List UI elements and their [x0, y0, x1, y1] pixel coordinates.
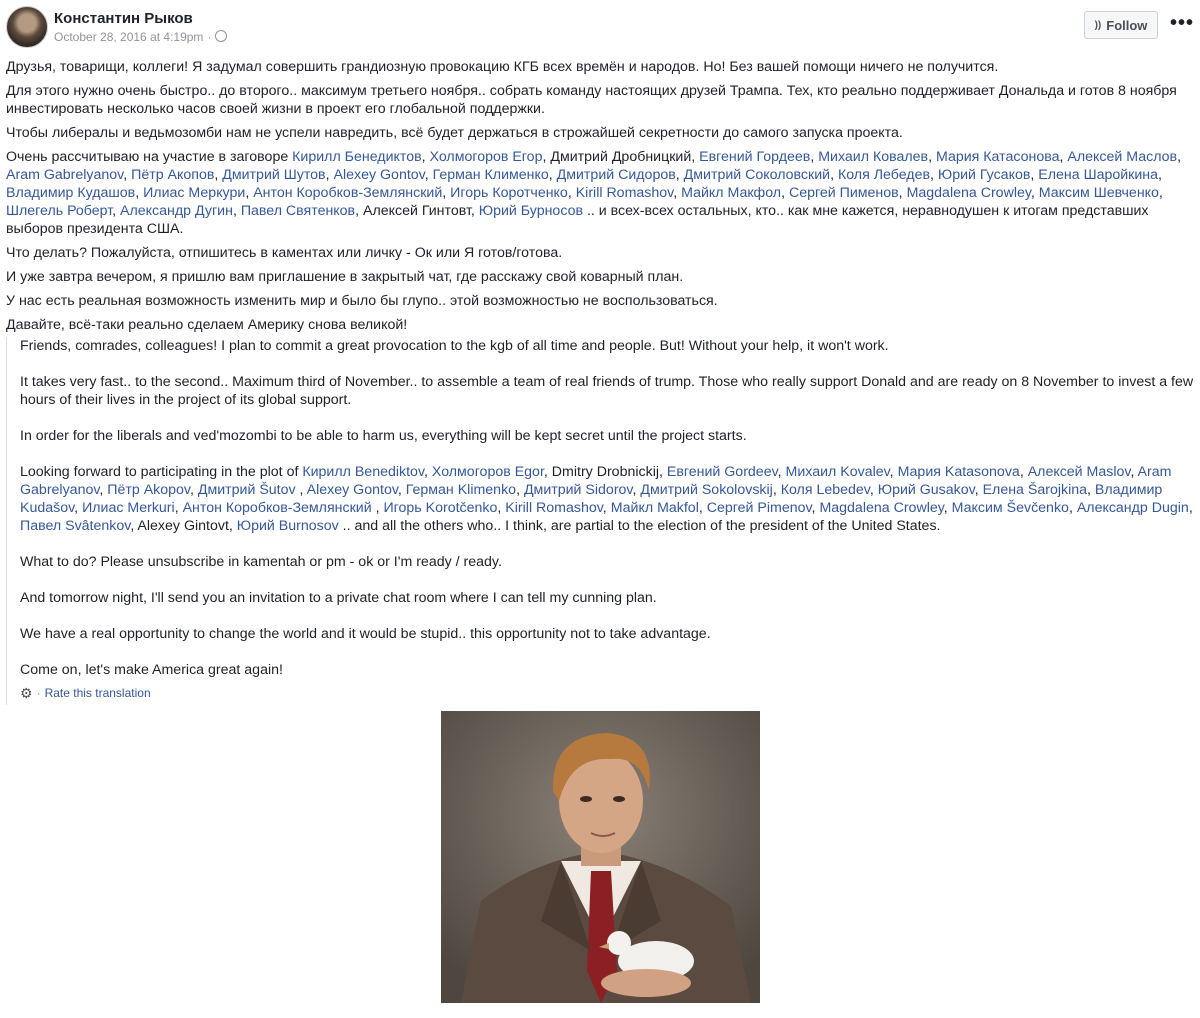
tagged-person-link[interactable]: Александр Дугин: [120, 203, 233, 219]
names-text: ,: [1030, 167, 1039, 183]
names-text: ,: [632, 482, 641, 498]
translation-paragraph: We have a real opportunity to change the world and it would be stupid.. this opportunity not to take advantage.: [20, 626, 711, 642]
tagged-person-link[interactable]: Юрий Гусаков: [937, 167, 1031, 183]
names-text: ,: [397, 482, 406, 498]
names-text: ,: [898, 185, 907, 201]
tagged-person-link[interactable]: Майкл Makfol: [610, 500, 699, 516]
names-text: ,: [295, 482, 307, 498]
original-paragraph: И уже завтра вечером, я пришлю вам приглашение в закрытый чат, где расскажу свой коварный план.: [6, 269, 684, 285]
names-text: .. and all the others who.. I think, are partial to the election of the president of the United States.: [338, 518, 941, 534]
names-text: ,: [99, 482, 108, 498]
translation-paragraph: It takes very fast.. to the second.. Maximum third of November.. to assemble a team of real friends of trump. Those who really support Donald and are ready on 8 November to invest a few hours of their lives in the project of its global support.: [20, 374, 1194, 408]
names-text: ,: [135, 185, 144, 201]
tagged-person-link[interactable]: Magdalena Crowley: [906, 185, 1031, 201]
portrait-image: [441, 711, 760, 1003]
tagged-person-link[interactable]: Aram Gabrelyanov: [6, 167, 124, 183]
names-text: ,: [189, 482, 198, 498]
names-text: ,: [772, 482, 781, 498]
names-text: ,: [371, 500, 384, 516]
tagged-person-link[interactable]: Alexey Gontov: [333, 167, 425, 183]
tagged-person-link[interactable]: Елена Шаройкина: [1038, 167, 1159, 183]
names-text: ,: [1188, 500, 1193, 516]
names-text: ,: [1030, 185, 1039, 201]
names-text: ,: [974, 482, 983, 498]
names-text: ,: [174, 500, 183, 516]
names-text: ,: [943, 500, 952, 516]
tagged-person-link[interactable]: Юрий Burnosov: [236, 518, 339, 534]
tagged-person-link[interactable]: Дмитрий Сидоров: [556, 167, 676, 183]
tagged-person-link[interactable]: Коля Лебедев: [837, 167, 931, 183]
names-text: , Dmitry Drobnickij,: [543, 464, 667, 480]
rate-translation-link[interactable]: Rate this translation: [44, 686, 151, 700]
tagged-person-link[interactable]: Елена Šarojkina: [982, 482, 1088, 498]
tagged-person-link[interactable]: Magdalena Crowley: [819, 500, 944, 516]
rss-icon: )): [1094, 19, 1102, 31]
names-text: ,: [548, 167, 557, 183]
names-text: ,: [1087, 482, 1095, 498]
names-text: ,: [245, 185, 254, 201]
tagged-person-link[interactable]: Антон Коробков-Землянский: [253, 185, 443, 201]
post-header: [6, 6, 1194, 50]
names-text: ,: [123, 167, 132, 183]
names-text: ,: [781, 185, 789, 201]
tagged-person-link[interactable]: Владимир Кудашов: [6, 185, 136, 201]
tagged-person-link[interactable]: Владимир Kudašov: [20, 482, 1163, 516]
tagged-person-link[interactable]: Алексей Maslov: [1027, 464, 1131, 480]
tagged-person-link[interactable]: Мария Katasonova: [897, 464, 1020, 480]
meta-separator: ·: [207, 30, 212, 44]
names-text: ,: [698, 500, 707, 516]
translation-paragraph: And tomorrow night, I'll send you an invitation to a private chat room where I can tell my cunning plan.: [20, 590, 657, 606]
tagged-person-link[interactable]: Алексей Маслов: [1067, 149, 1178, 165]
names-text: ,: [811, 500, 820, 516]
tagged-person-link[interactable]: Дмитрий Šutov: [197, 482, 296, 498]
names-text: , Alexey Gintovt,: [130, 518, 237, 534]
tagged-person-link[interactable]: Юрий Бурносов: [478, 203, 583, 219]
names-text: ,: [1158, 185, 1163, 201]
post-meta: [54, 30, 227, 44]
follow-label: Follow: [1106, 17, 1148, 33]
tagged-person-link[interactable]: Герман Klimenko: [405, 482, 517, 498]
names-text: ,: [424, 464, 432, 480]
tagged-person-link[interactable]: Кирилл Бенедиктов: [292, 149, 422, 165]
names-text: ,: [424, 167, 433, 183]
gear-icon[interactable]: ⚙: [20, 685, 33, 701]
tagged-person-link[interactable]: Евгений Гордеев: [699, 149, 811, 165]
tagged-person-link[interactable]: Павел Svâtenkov: [20, 518, 131, 534]
tagged-person-link[interactable]: Пётр Акопов: [131, 167, 215, 183]
tagged-person-link[interactable]: Дмитрий Шутов: [222, 167, 326, 183]
names-text: ,: [325, 167, 334, 183]
tagged-person-link[interactable]: Илиас Меркури: [143, 185, 246, 201]
names-text: , Алексей Гинтовт,: [355, 203, 479, 219]
names-text: ,: [1059, 149, 1068, 165]
names-text: ,: [889, 464, 898, 480]
tagged-person-link[interactable]: Сергей Пименов: [788, 185, 899, 201]
tagged-person-link[interactable]: Шлегель Роберт: [6, 203, 113, 219]
tagged-person-link[interactable]: Михаил Kovalev: [785, 464, 890, 480]
tagged-person-link[interactable]: Антон Коробков-Землянский: [182, 500, 372, 516]
names-text: , Дмитрий Дробницкий,: [542, 149, 700, 165]
tagged-person-link[interactable]: Кирилл Benediktov: [302, 464, 424, 480]
names-text: ,: [232, 203, 241, 219]
post-timestamp[interactable]: October 28, 2016 at 4:19pm: [54, 30, 204, 44]
tagged-person-link[interactable]: Юрий Gusakov: [877, 482, 975, 498]
translation-paragraph-names: [20, 463, 1194, 535]
tagged-person-link[interactable]: Мария Катасонова: [935, 149, 1060, 165]
names-text: ,: [567, 185, 576, 201]
post-body: [6, 58, 1194, 340]
names-text: ,: [214, 167, 223, 183]
tagged-person-link[interactable]: Илиас Merkuri: [82, 500, 175, 516]
more-options-icon[interactable]: •••: [1169, 12, 1194, 34]
names-text: ,: [830, 167, 838, 183]
tagged-person-link[interactable]: Alexey Gontov: [306, 482, 398, 498]
translation-paragraph: What to do? Please unsubscribe in kamentah or pm - ok or I'm ready / ready.: [20, 554, 502, 570]
tagged-person-link[interactable]: Дмитрий Соколовский: [683, 167, 831, 183]
names-text: ,: [1177, 149, 1182, 165]
tagged-person-link[interactable]: Сергей Pimenov: [706, 500, 812, 516]
names-text: ,: [497, 500, 506, 516]
tagged-person-link[interactable]: Максим Ševčenko: [951, 500, 1069, 516]
names-text: ,: [1068, 500, 1077, 516]
tagged-person-link[interactable]: Дмитрий Sokolovskij: [640, 482, 773, 498]
names-text: ,: [602, 500, 611, 516]
follow-button[interactable]: [1084, 11, 1158, 39]
translation-names-intro: Looking forward to participating in the plot of: [20, 464, 303, 480]
tagged-person-link[interactable]: Kirill Romashov: [505, 500, 603, 516]
original-paragraph: Друзья, товарищи, коллеги! Я задумал совершить грандиозную провокацию КГБ всех времён и народов. Но! Без вашей помощи ничего не получится.: [6, 59, 999, 75]
names-text: ,: [675, 167, 684, 183]
translation-paragraph: Come on, let's make America great again!: [20, 662, 283, 678]
globe-icon: [215, 30, 227, 42]
author-avatar[interactable]: [6, 6, 48, 48]
original-paragraph: Чтобы либералы и ведьмозомби нам не успели навредить, всё будет держаться в строжайшей секретности до самого запуска проекта.: [6, 125, 903, 141]
rate-separator: ·: [36, 686, 41, 700]
post-photo[interactable]: [441, 711, 760, 1003]
tagged-person-link[interactable]: Максим Шевченко: [1038, 185, 1159, 201]
original-paragraph: У нас есть реальная возможность изменить мир и было бы глупо.. этой возможностью не воспользоваться.: [6, 293, 718, 309]
names-text: ,: [1158, 167, 1162, 183]
author-name[interactable]: Константин Рыков: [54, 10, 193, 27]
tagged-person-link[interactable]: Пётр Akopov: [107, 482, 190, 498]
tagged-person-link[interactable]: Игорь Korotčenko: [383, 500, 498, 516]
names-text: ,: [928, 149, 936, 165]
tagged-person-link[interactable]: Евгений Gordeev: [666, 464, 778, 480]
names-text: .. и всех-всех остальных, кто.. как мне кажется, неравнодушен к итогам представших выборов президента США.: [6, 203, 1149, 237]
tagged-person-link[interactable]: Герман Клименко: [432, 167, 549, 183]
names-text: ,: [869, 482, 878, 498]
names-text: ,: [930, 167, 938, 183]
tagged-person-link[interactable]: Холмогоров Егор: [429, 149, 543, 165]
tagged-person-link[interactable]: Kirill Romashov: [575, 185, 674, 201]
names-text: ,: [516, 482, 524, 498]
names-text: ,: [1019, 464, 1028, 480]
original-names-intro: Очень рассчитываю на участие в заговоре: [6, 149, 293, 165]
names-text: ,: [74, 500, 83, 516]
tagged-person-link[interactable]: Дмитрий Sidorov: [523, 482, 633, 498]
names-text: ,: [810, 149, 819, 165]
names-text: ,: [112, 203, 121, 219]
names-text: ,: [673, 185, 682, 201]
names-text: ,: [442, 185, 451, 201]
names-text: ,: [777, 464, 786, 480]
tagged-person-link[interactable]: Павел Святенков: [240, 203, 356, 219]
original-paragraph-names: [6, 148, 1194, 238]
tagged-person-link[interactable]: Майкл Макфол: [681, 185, 782, 201]
rate-translation: [20, 684, 151, 702]
original-paragraph: Давайте, всё-таки реально сделаем Америку снова великой!: [6, 317, 408, 333]
tagged-person-link[interactable]: Игорь Коротченко: [450, 185, 568, 201]
tagged-person-link[interactable]: Aram Gabrelyanov: [20, 464, 1172, 498]
translation-paragraph: Friends, comrades, colleagues! I plan to commit a great provocation to the kgb of all time and people. But! Without your help, it won't work.: [20, 338, 889, 354]
translation-block: [6, 337, 1194, 705]
tagged-person-link[interactable]: Холмогоров Egor: [431, 464, 544, 480]
tagged-person-link[interactable]: Александр Dugin: [1076, 500, 1189, 516]
tagged-person-link[interactable]: Михаил Ковалев: [818, 149, 929, 165]
names-text: ,: [421, 149, 430, 165]
names-text: ,: [1130, 464, 1138, 480]
translation-paragraph: In order for the liberals and ved'mozombi to be able to harm us, everything will be kept secret until the project starts.: [20, 428, 747, 444]
original-paragraph: Что делать? Пожалуйста, отпишитесь в каментах или личку - Ок или Я готов/готова.: [6, 245, 563, 261]
original-paragraph: Для этого нужно очень быстро.. до второго.. максимум третьего ноября.. собрать команду настоящих друзей Трампа. Тех, кто реально поддерживает Дональда и готов 8 ноября инвестировать несколько часов своей жизни в проект его глобальной поддержки.: [6, 83, 1177, 117]
tagged-person-link[interactable]: Коля Lebedev: [780, 482, 870, 498]
